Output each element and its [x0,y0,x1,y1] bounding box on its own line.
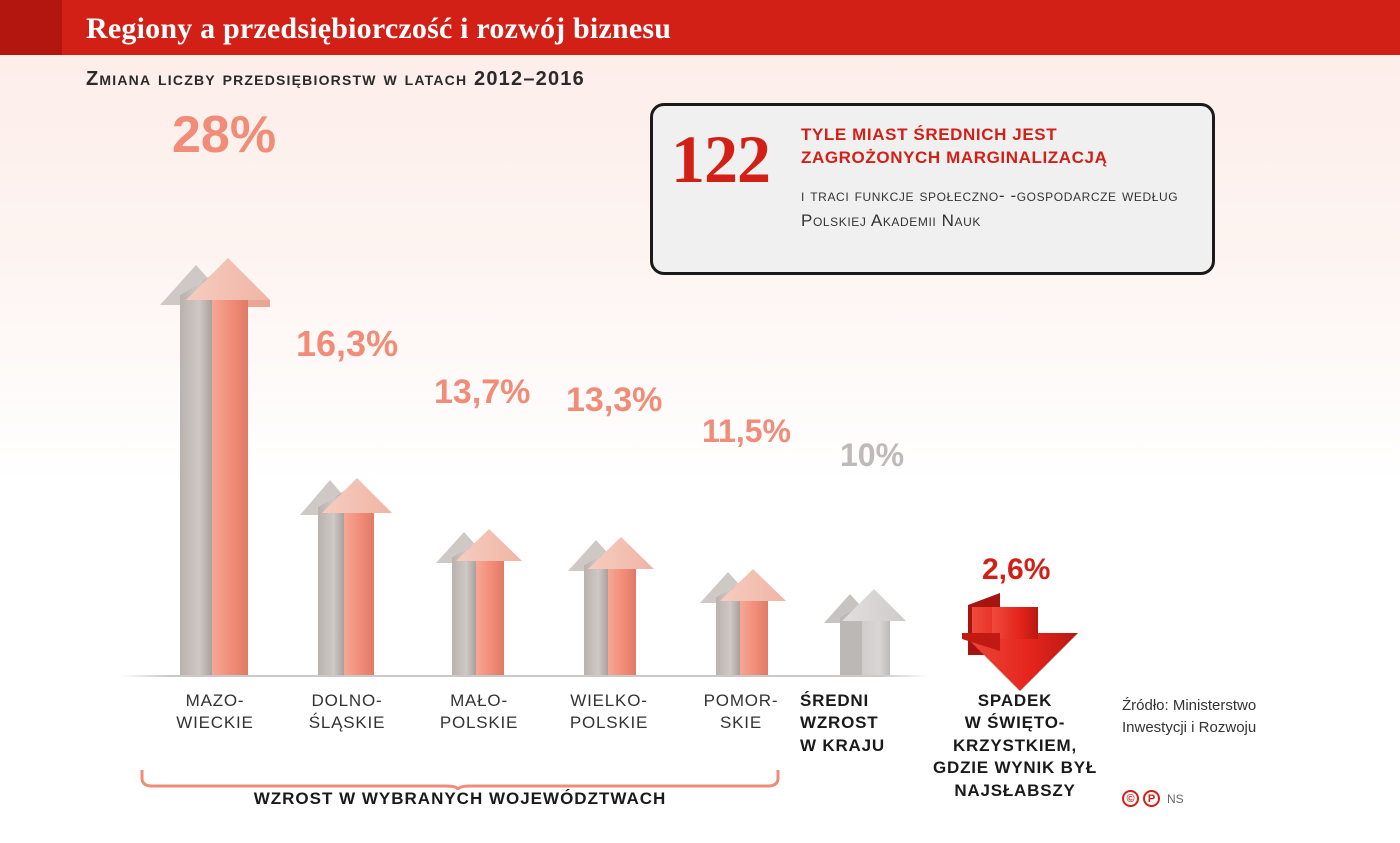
cat-line-2: WZROST [800,713,879,733]
bar-malopolskie [436,529,522,675]
category-label-mazowieckie [140,690,290,735]
copyright-mark [1122,790,1184,807]
value-label-malopolskie: 13,7% [434,373,531,411]
bar-mazowieckie [160,258,270,675]
category-label-wielkopolskie [534,690,684,735]
cat-line-2: ŚLĄSKIE [308,713,386,733]
bar-spadek [962,593,1078,691]
callout-number: 122 [671,121,770,197]
cat-line-1: MAŁO- [450,691,508,710]
bar-wielkopolskie [568,537,654,675]
callout-box [650,103,1215,275]
cat-line-2: SKIE [720,713,762,733]
cat-line-1: DOLNO- [311,691,383,710]
category-label-sredni-wzrost [800,690,930,757]
category-label-spadek [930,690,1100,802]
bar-sredni-wzrost [824,589,906,675]
cat-line-2: POLSKIE [569,713,649,733]
value-label-wielkopolskie: 13,3% [566,381,663,419]
ns-label: NS [1167,791,1184,806]
page-header [0,0,1400,55]
cat-line-2: WIECKIE [176,713,254,733]
value-label-dolnoslaskie: 16,3% [296,323,399,364]
cat-line-1: ŚREDNI [800,691,870,710]
copyright-icon: © [1122,790,1139,807]
p-icon: P [1143,790,1160,807]
category-label-pomorskie [666,690,816,735]
callout-line-2: i traci funkcje społeczno- -gospodarcze według Polskiej Akademii Nauk [801,186,1179,230]
bar-pomorskie [700,569,786,675]
category-label-malopolskie [404,690,554,735]
brace-label: WZROST W WYBRANYCH WOJEWÓDZTWACH [253,789,667,808]
header-accent-bar [0,0,62,55]
value-label-pomorskie: 11,5% [702,413,791,449]
cat-line-1: SPADEK [977,691,1053,710]
cat-line-3: KRZYSTKIEM, GDZIE WYNIK BYŁ NAJSŁABSZY [932,735,1098,800]
chart-subtitle: Zmiana liczby przedsiębiorstw w latach 2012–2016 [86,68,585,90]
cat-line-2: W ŚWIĘTO- [964,713,1066,733]
category-label-dolnoslaskie [272,690,422,735]
cat-line-1: MAZO- [185,691,245,710]
cat-line-3: W KRAJU [800,735,885,755]
callout-line-1: TYLE MIAST ŚREDNICH JEST ZAGROŻONYCH MARGINALIZACJĄ [801,125,1108,167]
group-brace [140,768,780,790]
cat-line-2: POLSKIE [439,713,519,733]
value-label-sredni-wzrost: 10% [840,437,905,473]
source-note: Źródło: Ministerstwo Inwestycji i Rozwoju [1122,697,1257,736]
cat-line-1: WIELKO- [570,691,648,710]
value-label-mazowieckie: 28% [172,106,277,164]
bar-dolnoslaskie [300,478,392,675]
page-title: Regiony a przedsiębiorczość i rozwój biznesu [86,12,672,45]
cat-line-1: POMOR- [703,691,779,710]
value-label-spadek: 2,6% [982,553,1051,586]
